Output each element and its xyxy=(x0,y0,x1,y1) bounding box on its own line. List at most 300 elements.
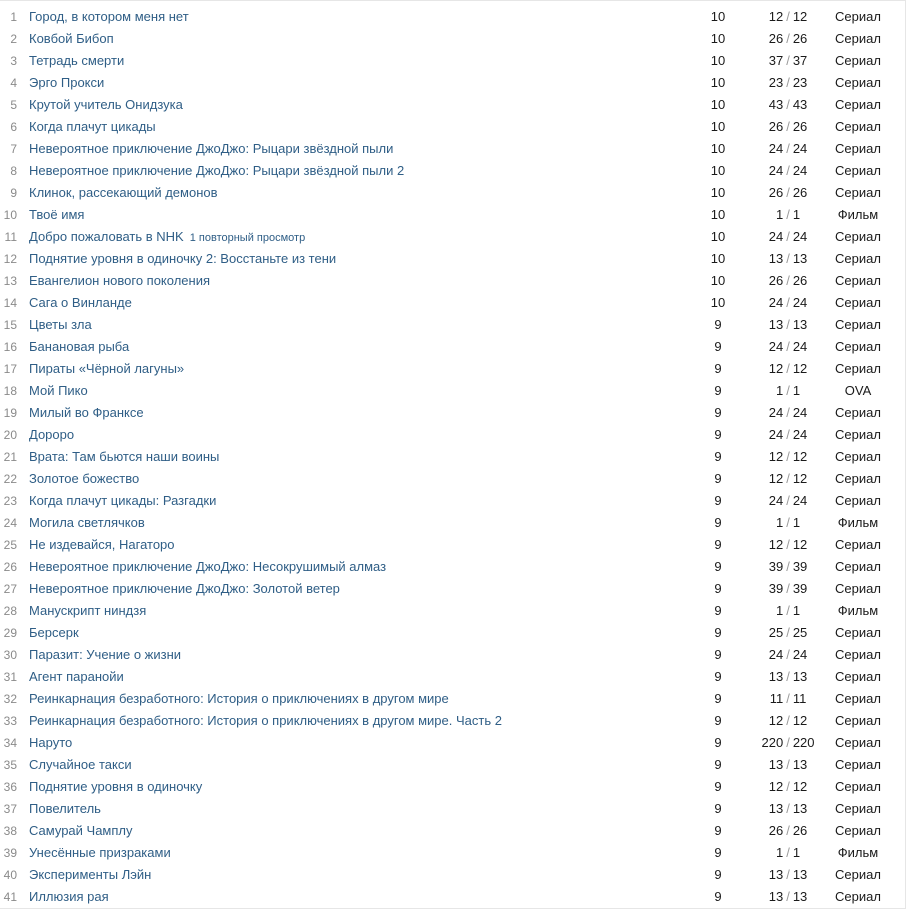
episodes-total: 24 xyxy=(792,647,808,662)
episodes-watched: 24 xyxy=(768,405,784,420)
episode-separator: / xyxy=(786,669,790,684)
anime-title-link[interactable] xyxy=(29,820,133,842)
episode-progress xyxy=(748,270,828,292)
anime-title-link[interactable] xyxy=(29,490,216,512)
anime-title-link[interactable] xyxy=(29,424,74,446)
score: 10 xyxy=(710,185,726,200)
anime-title-text: Тетрадь смерти xyxy=(29,53,125,68)
list-item xyxy=(0,886,905,908)
list-item xyxy=(0,512,905,534)
episode-separator: / xyxy=(786,229,790,244)
episode-progress xyxy=(748,512,828,534)
row-number: 9 xyxy=(10,186,17,200)
episodes-watched: 24 xyxy=(768,141,784,156)
score: 9 xyxy=(714,449,722,464)
episodes-total: 26 xyxy=(792,273,808,288)
anime-title-text: Повелитель xyxy=(29,801,101,816)
episodes-watched: 24 xyxy=(768,427,784,442)
episode-progress xyxy=(748,864,828,886)
list-item xyxy=(0,446,905,468)
anime-kind: Сериал xyxy=(835,691,881,706)
anime-title-text: Крутой учитель Онидзука xyxy=(29,97,183,112)
row-number: 5 xyxy=(10,98,17,112)
anime-kind: Сериал xyxy=(835,581,881,596)
score: 10 xyxy=(710,229,726,244)
row-number: 10 xyxy=(3,208,17,222)
episodes-total: 23 xyxy=(792,75,808,90)
episodes-watched: 43 xyxy=(768,97,784,112)
episode-separator: / xyxy=(786,317,790,332)
episodes-total: 220 xyxy=(792,735,815,750)
episodes-watched: 26 xyxy=(768,119,784,134)
row-number: 33 xyxy=(3,714,17,728)
episodes-total: 12 xyxy=(792,361,808,376)
row-number: 17 xyxy=(3,362,17,376)
row-number: 35 xyxy=(3,758,17,772)
anime-kind: Сериал xyxy=(835,471,881,486)
episodes-total: 13 xyxy=(792,317,808,332)
anime-title-link[interactable] xyxy=(29,666,124,688)
score: 9 xyxy=(714,559,722,574)
anime-title-link[interactable] xyxy=(29,534,175,556)
episode-separator: / xyxy=(786,163,790,178)
list-item xyxy=(0,842,905,864)
episodes-watched: 26 xyxy=(768,273,784,288)
list-item xyxy=(0,424,905,446)
episode-progress xyxy=(748,94,828,116)
episode-progress xyxy=(748,226,828,248)
anime-title-text: Самурай Чамплу xyxy=(29,823,133,838)
episode-progress xyxy=(748,468,828,490)
episode-separator: / xyxy=(786,691,790,706)
episode-separator: / xyxy=(786,31,790,46)
score: 9 xyxy=(714,405,722,420)
episodes-total: 39 xyxy=(792,581,808,596)
score: 9 xyxy=(714,361,722,376)
episode-progress xyxy=(748,820,828,842)
anime-kind: Сериал xyxy=(835,75,881,90)
episodes-watched: 12 xyxy=(768,449,784,464)
episodes-total: 1 xyxy=(792,383,801,398)
anime-title-link[interactable] xyxy=(29,798,101,820)
episode-progress xyxy=(748,710,828,732)
score: 10 xyxy=(710,207,726,222)
anime-kind: Сериал xyxy=(835,31,881,46)
episode-separator: / xyxy=(786,625,790,640)
episodes-total: 39 xyxy=(792,559,808,574)
anime-title-link[interactable] xyxy=(29,226,305,249)
episodes-total: 12 xyxy=(792,713,808,728)
score: 9 xyxy=(714,823,722,838)
episode-progress xyxy=(748,644,828,666)
anime-title-text: Реинкарнация безработного: История о приключениях в другом мире. Часть 2 xyxy=(29,713,502,728)
score: 9 xyxy=(714,471,722,486)
anime-title-link[interactable] xyxy=(29,116,156,138)
anime-title-link[interactable] xyxy=(29,446,219,468)
episodes-total: 24 xyxy=(792,493,808,508)
row-number: 22 xyxy=(3,472,17,486)
episodes-total: 12 xyxy=(792,471,808,486)
score: 9 xyxy=(714,889,722,904)
episodes-watched: 24 xyxy=(768,229,784,244)
list-item xyxy=(0,468,905,490)
list-item xyxy=(0,622,905,644)
episode-progress xyxy=(748,358,828,380)
episode-progress xyxy=(748,314,828,336)
score: 9 xyxy=(714,427,722,442)
episodes-watched: 1 xyxy=(775,383,784,398)
episode-separator: / xyxy=(786,867,790,882)
episodes-total: 24 xyxy=(792,163,808,178)
score: 9 xyxy=(714,647,722,662)
anime-title-text: Золотое божество xyxy=(29,471,140,486)
episodes-watched: 12 xyxy=(768,471,784,486)
episodes-total: 13 xyxy=(792,801,808,816)
anime-title-link[interactable] xyxy=(29,380,88,402)
anime-kind: Сериал xyxy=(835,493,881,508)
score: 10 xyxy=(710,9,726,24)
episodes-watched: 13 xyxy=(768,801,784,816)
episodes-total: 1 xyxy=(792,207,801,222)
episodes-watched: 39 xyxy=(768,581,784,596)
episode-progress xyxy=(748,380,828,402)
episodes-watched: 24 xyxy=(768,493,784,508)
row-number: 21 xyxy=(3,450,17,464)
episode-separator: / xyxy=(786,405,790,420)
episode-progress xyxy=(748,798,828,820)
list-item xyxy=(0,72,905,94)
anime-kind: Сериал xyxy=(835,405,881,420)
anime-kind: Сериал xyxy=(835,427,881,442)
score: 9 xyxy=(714,735,722,750)
episode-progress xyxy=(748,490,828,512)
episodes-watched: 23 xyxy=(768,75,784,90)
anime-kind: Сериал xyxy=(835,823,881,838)
row-number: 40 xyxy=(3,868,17,882)
score: 9 xyxy=(714,669,722,684)
row-number: 19 xyxy=(3,406,17,420)
episode-progress xyxy=(748,688,828,710)
anime-title-text: Пираты «Чёрной лагуны» xyxy=(29,361,185,376)
episodes-watched: 39 xyxy=(768,559,784,574)
episodes-watched: 12 xyxy=(768,9,784,24)
row-number: 28 xyxy=(3,604,17,618)
row-number: 30 xyxy=(3,648,17,662)
anime-title-text: Могила светлячков xyxy=(29,515,145,530)
row-number: 14 xyxy=(3,296,17,310)
anime-title-link[interactable] xyxy=(29,28,114,50)
list-item xyxy=(0,490,905,512)
score: 10 xyxy=(710,141,726,156)
episode-separator: / xyxy=(786,207,790,222)
anime-title-link[interactable] xyxy=(29,72,104,94)
episodes-total: 26 xyxy=(792,823,808,838)
anime-title-link[interactable] xyxy=(29,292,132,314)
anime-kind: Сериал xyxy=(835,185,881,200)
score: 10 xyxy=(710,53,726,68)
episodes-watched: 220 xyxy=(761,735,784,750)
rewatch-note: 1 повторный просмотр xyxy=(189,232,306,244)
anime-title-link[interactable] xyxy=(29,644,181,666)
anime-title-link[interactable] xyxy=(29,182,218,204)
anime-kind: Сериал xyxy=(835,669,881,684)
anime-title-link[interactable] xyxy=(29,732,72,754)
score: 10 xyxy=(710,119,726,134)
row-number: 25 xyxy=(3,538,17,552)
list-item xyxy=(0,754,905,776)
episode-progress xyxy=(748,732,828,754)
episodes-total: 1 xyxy=(792,515,801,530)
anime-title-link[interactable] xyxy=(29,402,144,424)
list-item xyxy=(0,864,905,886)
episodes-total: 13 xyxy=(792,867,808,882)
row-number: 12 xyxy=(3,252,17,266)
episodes-watched: 12 xyxy=(768,537,784,552)
score: 10 xyxy=(710,163,726,178)
score: 9 xyxy=(714,383,722,398)
episodes-total: 24 xyxy=(792,229,808,244)
episodes-total: 12 xyxy=(792,449,808,464)
anime-title-text: Ковбой Бибоп xyxy=(29,31,114,46)
episodes-total: 24 xyxy=(792,141,808,156)
episode-separator: / xyxy=(786,801,790,816)
list-item xyxy=(0,138,905,160)
anime-title-link[interactable] xyxy=(29,622,79,644)
episode-separator: / xyxy=(786,185,790,200)
anime-title-text: Врата: Там бьются наши воины xyxy=(29,449,220,464)
anime-kind: Сериал xyxy=(835,625,881,640)
list-item xyxy=(0,600,905,622)
episode-separator: / xyxy=(786,295,790,310)
anime-title-link[interactable] xyxy=(29,358,184,380)
anime-title-text: Банановая рыба xyxy=(29,339,130,354)
anime-title-link[interactable] xyxy=(29,336,129,358)
list-item xyxy=(0,798,905,820)
anime-title-text: Евангелион нового поколения xyxy=(29,273,211,288)
anime-kind: Сериал xyxy=(835,867,881,882)
row-number: 37 xyxy=(3,802,17,816)
anime-title-link[interactable] xyxy=(29,270,210,292)
anime-title-text: Невероятное приключение ДжоДжо: Несокрушимый алмаз xyxy=(29,559,387,574)
episodes-watched: 37 xyxy=(768,53,784,68)
row-number: 34 xyxy=(3,736,17,750)
episodes-watched: 24 xyxy=(768,339,784,354)
list-item xyxy=(0,666,905,688)
episodes-total: 26 xyxy=(792,185,808,200)
anime-title-link[interactable] xyxy=(29,688,449,710)
anime-title-link[interactable] xyxy=(29,50,124,72)
score: 9 xyxy=(714,603,722,618)
anime-title-link[interactable] xyxy=(29,94,183,116)
row-number: 20 xyxy=(3,428,17,442)
episodes-watched: 1 xyxy=(775,515,784,530)
anime-title-text: Берсерк xyxy=(29,625,79,640)
anime-title-link[interactable] xyxy=(29,886,109,908)
anime-title-text: Сага о Винланде xyxy=(29,295,132,310)
score: 9 xyxy=(714,339,722,354)
anime-title-link[interactable] xyxy=(29,776,202,798)
episodes-watched: 12 xyxy=(768,779,784,794)
anime-kind: Сериал xyxy=(835,295,881,310)
anime-kind: Сериал xyxy=(835,9,881,24)
episodes-total: 43 xyxy=(792,97,808,112)
anime-kind: Сериал xyxy=(835,317,881,332)
episodes-total: 12 xyxy=(792,9,808,24)
episode-progress xyxy=(748,204,828,226)
anime-kind: Сериал xyxy=(835,339,881,354)
anime-kind: Фильм xyxy=(837,207,879,222)
episodes-watched: 24 xyxy=(768,163,784,178)
episode-progress xyxy=(748,534,828,556)
anime-title-link[interactable] xyxy=(29,600,146,622)
row-number: 15 xyxy=(3,318,17,332)
list-item xyxy=(0,270,905,292)
anime-title-link[interactable] xyxy=(29,160,404,182)
anime-title-text: Случайное такси xyxy=(29,757,132,772)
episodes-watched: 13 xyxy=(768,317,784,332)
anime-kind: OVA xyxy=(844,383,872,398)
anime-title-text: Клинок, рассекающий демонов xyxy=(29,185,218,200)
score: 10 xyxy=(710,251,726,266)
list-item xyxy=(0,28,905,50)
row-number: 36 xyxy=(3,780,17,794)
episodes-watched: 13 xyxy=(768,251,784,266)
anime-title-text: Поднятие уровня в одиночку xyxy=(29,779,203,794)
episodes-watched: 13 xyxy=(768,889,784,904)
list-item xyxy=(0,688,905,710)
row-number: 26 xyxy=(3,560,17,574)
episode-separator: / xyxy=(786,603,790,618)
anime-title-text: Наруто xyxy=(29,735,73,750)
anime-title-text: Невероятное приключение ДжоДжо: Рыцари звёздной пыли xyxy=(29,141,394,156)
episode-progress xyxy=(748,666,828,688)
episode-separator: / xyxy=(786,251,790,266)
anime-title-text: Дороро xyxy=(29,427,75,442)
episodes-total: 1 xyxy=(792,603,801,618)
row-number: 24 xyxy=(3,516,17,530)
episode-separator: / xyxy=(786,647,790,662)
anime-kind: Сериал xyxy=(835,537,881,552)
episodes-total: 24 xyxy=(792,405,808,420)
list-item xyxy=(0,402,905,424)
anime-title-link[interactable] xyxy=(29,468,139,490)
score: 9 xyxy=(714,581,722,596)
episode-progress xyxy=(748,182,828,204)
episode-separator: / xyxy=(786,845,790,860)
episodes-total: 12 xyxy=(792,779,808,794)
episode-separator: / xyxy=(786,713,790,728)
episode-separator: / xyxy=(786,427,790,442)
episode-progress xyxy=(748,160,828,182)
episodes-watched: 13 xyxy=(768,757,784,772)
score: 9 xyxy=(714,537,722,552)
episode-progress xyxy=(748,754,828,776)
list-item xyxy=(0,710,905,732)
anime-title-link[interactable] xyxy=(29,512,145,534)
anime-title-link[interactable] xyxy=(29,842,171,864)
episode-progress xyxy=(748,578,828,600)
episode-separator: / xyxy=(786,97,790,112)
list-item xyxy=(0,50,905,72)
list-item xyxy=(0,94,905,116)
episode-progress xyxy=(748,50,828,72)
anime-title-link[interactable] xyxy=(29,314,92,336)
anime-title-link[interactable] xyxy=(29,864,151,886)
episodes-watched: 26 xyxy=(768,185,784,200)
episode-separator: / xyxy=(786,273,790,288)
episode-progress xyxy=(748,556,828,578)
row-number: 11 xyxy=(4,230,17,244)
anime-kind: Сериал xyxy=(835,647,881,662)
episodes-watched: 25 xyxy=(768,625,784,640)
episodes-total: 13 xyxy=(792,757,808,772)
episode-progress xyxy=(748,248,828,270)
anime-title-link[interactable] xyxy=(29,710,502,732)
row-number: 39 xyxy=(3,846,17,860)
anime-title-link[interactable] xyxy=(29,556,386,578)
anime-title-text: Унесённые призраками xyxy=(29,845,171,860)
episode-progress xyxy=(748,622,828,644)
episode-progress xyxy=(748,292,828,314)
episodes-total: 13 xyxy=(792,889,808,904)
row-number: 27 xyxy=(3,582,17,596)
episodes-watched: 24 xyxy=(768,295,784,310)
list-item xyxy=(0,160,905,182)
anime-title-text: Паразит: Учение о жизни xyxy=(29,647,182,662)
episode-progress xyxy=(748,424,828,446)
episodes-total: 24 xyxy=(792,295,808,310)
episode-progress xyxy=(748,776,828,798)
score: 9 xyxy=(714,691,722,706)
anime-title-text: Милый во Франксе xyxy=(29,405,144,420)
list-item xyxy=(0,644,905,666)
episode-separator: / xyxy=(786,361,790,376)
score: 9 xyxy=(714,757,722,772)
row-number: 7 xyxy=(10,142,17,156)
episode-separator: / xyxy=(786,75,790,90)
episode-separator: / xyxy=(786,493,790,508)
list-item xyxy=(0,182,905,204)
episodes-total: 24 xyxy=(792,339,808,354)
episodes-total: 25 xyxy=(792,625,808,640)
anime-kind: Сериал xyxy=(835,97,881,112)
anime-title-text: Когда плачут цикады: Разгадки xyxy=(29,493,217,508)
episode-progress xyxy=(748,402,828,424)
episode-progress xyxy=(748,138,828,160)
anime-kind: Сериал xyxy=(835,713,881,728)
score: 9 xyxy=(714,625,722,640)
episode-separator: / xyxy=(786,9,790,24)
anime-kind: Сериал xyxy=(835,119,881,134)
score: 10 xyxy=(710,97,726,112)
score: 10 xyxy=(710,273,726,288)
anime-title-link[interactable] xyxy=(29,204,84,226)
anime-title-text: Невероятное приключение ДжоДжо: Золотой ветер xyxy=(29,581,340,596)
episodes-watched: 11 xyxy=(769,691,784,706)
anime-title-link[interactable] xyxy=(29,754,132,776)
episode-progress xyxy=(748,6,828,28)
anime-title-text: Иллюзия рая xyxy=(29,889,109,904)
anime-title-link[interactable] xyxy=(29,138,393,160)
episode-progress xyxy=(748,72,828,94)
score: 9 xyxy=(714,779,722,794)
anime-title-link[interactable] xyxy=(29,248,336,270)
score: 10 xyxy=(710,75,726,90)
anime-title-link[interactable] xyxy=(29,6,189,28)
episodes-total: 26 xyxy=(792,119,808,134)
anime-title-link[interactable] xyxy=(29,578,340,600)
anime-kind: Фильм xyxy=(837,515,879,530)
